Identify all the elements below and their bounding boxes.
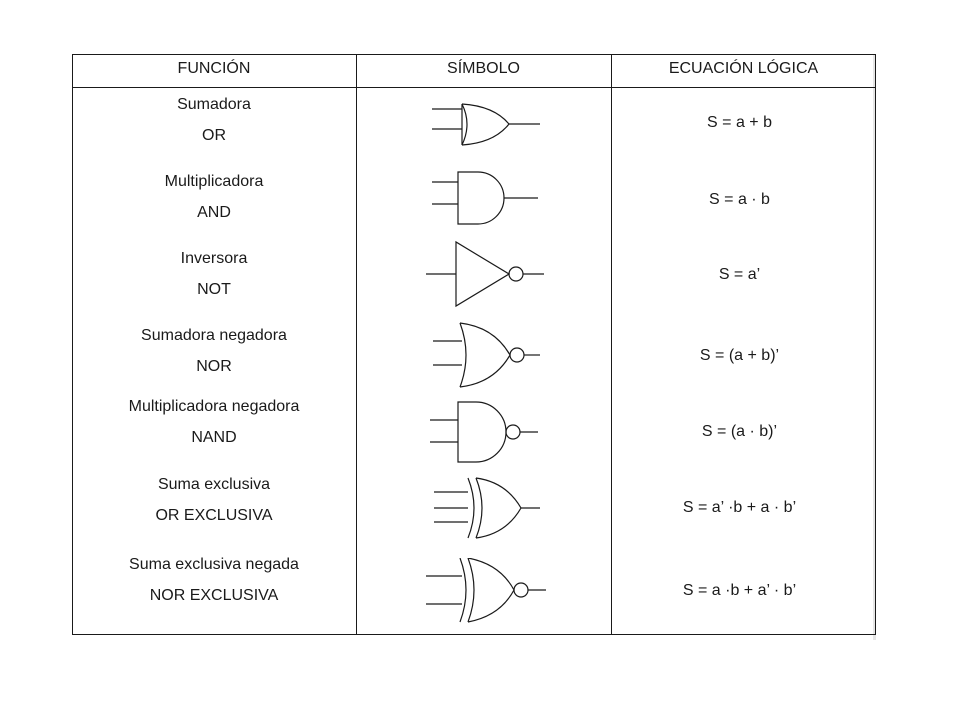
gate-name: AND (197, 204, 231, 221)
nor-gate-icon (416, 317, 546, 397)
not-gate-icon (416, 238, 546, 314)
function-name: Sumadora negadora (141, 327, 287, 344)
equation-cell: S = a + b (707, 114, 772, 131)
gate-name: OR (202, 127, 226, 144)
or-gate-icon (416, 88, 546, 160)
header-symbol: SÍMBOLO (447, 60, 520, 77)
gate-name: NOT (197, 281, 231, 298)
header-function: FUNCIÓN (177, 60, 251, 77)
column-divider-2 (611, 54, 612, 635)
and-gate-icon (416, 164, 546, 236)
header-equation: ECUACIÓN LÓGICA (668, 60, 819, 77)
function-name: Sumadora (177, 96, 251, 113)
function-name: Multiplicadora (164, 173, 264, 190)
column-divider-1 (356, 54, 357, 635)
equation-cell: S = a · b (709, 191, 770, 208)
equation-cell: S = (a · b)’ (701, 423, 778, 440)
logic-gates-table (72, 54, 876, 636)
function-name: Multiplicadora negadora (128, 398, 300, 415)
gate-name: NOR (196, 358, 232, 375)
nand-gate-icon (416, 398, 546, 470)
equation-cell: S = a’ ·b + a · b’ (682, 499, 797, 516)
table-bottom-border (72, 634, 876, 635)
table-right-border (875, 54, 876, 635)
function-name: Inversora (180, 250, 248, 267)
xnor-gate-icon (416, 558, 546, 630)
function-name: Suma exclusiva (157, 476, 271, 493)
gate-name: OR EXCLUSIVA (155, 507, 273, 524)
xor-gate-icon (416, 474, 546, 546)
equation-cell: S = a’ (718, 266, 761, 283)
equation-cell: S = a ·b + a’ · b’ (682, 582, 797, 599)
function-name: Suma exclusiva negada (129, 556, 299, 573)
gate-name: NAND (191, 429, 237, 446)
equation-cell: S = (a + b)’ (699, 347, 780, 364)
gate-name: NOR EXCLUSIVA (149, 587, 279, 604)
